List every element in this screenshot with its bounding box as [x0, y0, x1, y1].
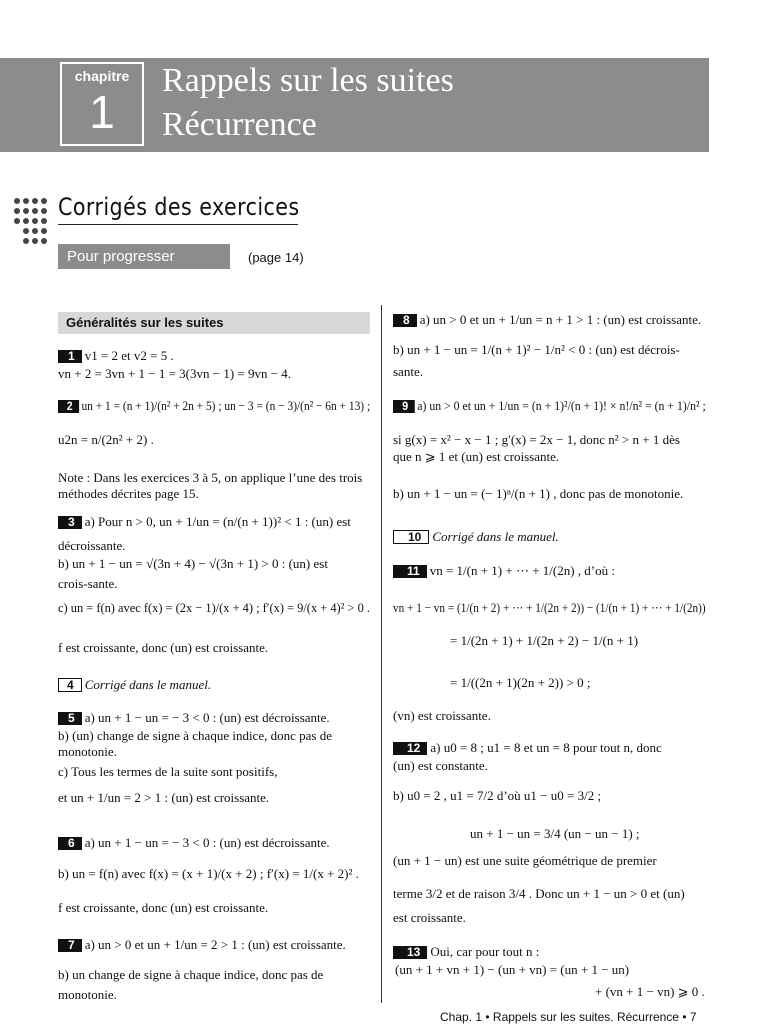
exercise-number-badge: 3 — [58, 516, 82, 529]
exercise-text: u2n = n/(2n² + 2) . — [58, 432, 154, 447]
right-line — [393, 788, 601, 804]
exercise-text: et un + 1/un = 2 > 1 : (un) est croissante. — [58, 790, 270, 805]
exercise-text: b) un + 1 − un = √(3n + 4) − √(3n + 1) > 0 : (un) est — [58, 556, 328, 571]
dot-grid-icon — [14, 198, 48, 252]
left-line — [58, 835, 330, 851]
section-underline — [58, 224, 298, 225]
right-line — [393, 910, 466, 926]
page-reference: (page 14) — [248, 250, 304, 265]
left-line — [58, 348, 174, 364]
exercise-number-badge: 5 — [58, 712, 82, 725]
exercise-text: a) un > 0 et un + 1/un = 2 > 1 : (un) est croissante. — [84, 937, 346, 952]
chapter-box — [60, 62, 144, 146]
right-line — [395, 962, 629, 978]
right-line — [450, 633, 638, 649]
right-line — [393, 432, 680, 448]
page-footer: Chap. 1 • Rappels sur les suites. Récurrence • 7 — [440, 1010, 697, 1024]
chapter-title-line2: Récurrence — [162, 106, 317, 143]
right-line — [470, 826, 640, 842]
right-line — [393, 398, 706, 414]
right-line — [393, 312, 701, 328]
exercise-text: a) un + 1 − un = − 3 < 0 : (un) est décroissante. — [84, 835, 330, 850]
exercise-text: c) un = f(n) avec f(x) = (2x − 1)/(x + 4) ; f′(x) = 9/(x + 4)² > 0 . — [58, 600, 370, 615]
left-line — [58, 710, 330, 726]
exercise-text: un + 1 = (n + 1)/(n² + 2n + 5) ; un − 3 = (n − 3)/(n² − 6n + 13) ; — [81, 398, 371, 413]
exercise-text: Oui, car pour tout n : — [430, 944, 540, 959]
exercise-text: + (vn + 1 − vn) ⩾ 0 . — [595, 984, 705, 999]
right-line — [393, 486, 683, 502]
exercise-text: si g(x) = x² − x − 1 ; g′(x) = 2x − 1, donc n² > n + 1 dès — [393, 432, 680, 447]
right-line — [393, 758, 488, 774]
left-line — [58, 900, 268, 916]
left-line — [58, 366, 291, 382]
chapter-number: 1 — [89, 86, 115, 138]
exercise-text: a) un + 1 − un = − 3 < 0 : (un) est décroissante. — [84, 710, 330, 725]
exercise-number-badge: 2 — [58, 400, 79, 413]
exercise-text: (un) est constante. — [393, 758, 488, 773]
exercise-text: que n ⩾ 1 et (un) est croissante. — [393, 449, 560, 464]
exercise-number-badge: 12 — [393, 742, 427, 755]
exercise-number-badge: 1 — [58, 350, 82, 363]
exercise-text: terme 3/2 et de raison 3/4 . Donc un + 1 − un > 0 et (un) — [393, 886, 685, 901]
exercise-text: a) Pour n > 0, un + 1/un = (n/(n + 1))² < 1 : (un) est — [84, 514, 351, 529]
exercise-number-badge: 9 — [393, 400, 414, 413]
left-line — [58, 432, 154, 448]
section-title: Corrigés des exercices — [58, 193, 300, 221]
exercise-text: a) un > 0 et un + 1/un = (n + 1)²/(n + 1)! × n!/n² = (n + 1)/n² ; — [417, 398, 706, 413]
left-line — [58, 486, 199, 502]
left-line — [58, 937, 346, 953]
exercise-text: monotonie. — [58, 987, 117, 1002]
right-line — [393, 740, 662, 756]
exercise-text: (un + 1 − un) est une suite géométrique de premier — [393, 853, 657, 868]
left-line — [58, 866, 359, 882]
topic-heading: Généralités sur les suites — [58, 312, 370, 334]
right-line — [393, 944, 539, 960]
exercise-text: b) un + 1 − un = 1/(n + 1)² − 1/n² < 0 : (un) est décrois- — [393, 342, 680, 357]
right-line — [393, 449, 559, 465]
left-line — [58, 764, 277, 780]
right-line — [393, 853, 657, 869]
exercise-text: b) un change de signe à chaque indice, donc pas de — [58, 967, 324, 982]
exercise-text: crois-sante. — [58, 576, 118, 591]
exercise-number-badge: 4 — [58, 678, 82, 692]
left-line — [58, 790, 269, 806]
exercise-text: = 1/((2n + 1)(2n + 2)) > 0 ; — [450, 675, 591, 690]
right-line — [450, 675, 591, 691]
chapter-word: chapitre — [74, 68, 130, 84]
right-line — [393, 364, 423, 380]
exercise-text: = 1/(2n + 1) + 1/(2n + 2) − 1/(n + 1) — [450, 633, 639, 648]
exercise-number-badge: 7 — [58, 939, 82, 952]
exercise-text: b) un + 1 − un = (− 1)ⁿ/(n + 1) , donc pas de monotonie. — [393, 486, 684, 501]
right-line — [393, 563, 615, 579]
right-line — [393, 529, 559, 545]
exercise-number-badge: 13 — [393, 946, 427, 959]
right-line — [393, 708, 491, 724]
exercise-number-badge: 11 — [393, 565, 427, 578]
exercise-text: v1 = 2 et v2 = 5 . — [84, 348, 174, 363]
exercise-text: c) Tous les termes de la suite sont positifs, — [58, 764, 278, 779]
left-line — [58, 576, 118, 592]
left-line — [58, 398, 370, 414]
exercise-text: vn = 1/(n + 1) + ⋯ + 1/(2n) , d’où : — [429, 563, 615, 578]
left-line — [58, 967, 323, 983]
chapter-title-line1: Rappels sur les suites — [162, 62, 454, 99]
exercise-text: Note : Dans les exercices 3 à 5, on applique l’une des trois — [58, 470, 363, 485]
left-line — [58, 744, 117, 760]
exercise-text: (vn) est croissante. — [393, 708, 491, 723]
left-line — [58, 987, 117, 1003]
exercise-text: est croissante. — [393, 910, 466, 925]
exercise-text: Corrigé dans le manuel. — [84, 677, 212, 692]
left-line — [58, 514, 351, 530]
exercise-text: a) un > 0 et un + 1/un = n + 1 > 1 : (un) est croissante. — [419, 312, 702, 327]
left-line — [58, 600, 370, 616]
exercise-number-badge: 8 — [393, 314, 417, 327]
exercise-text: a) u0 = 8 ; u1 = 8 et un = 8 pour tout n, donc — [430, 740, 662, 755]
right-line — [393, 600, 706, 616]
exercise-text: sante. — [393, 364, 423, 379]
exercise-text: vn + 1 − vn = (1/(n + 2) + ⋯ + 1/(2n + 2)) − (1/(n + 1) + ⋯ + 1/(2n)) — [393, 600, 706, 615]
exercise-text: Corrigé dans le manuel. — [432, 529, 559, 544]
exercise-text: méthodes décrites page 15. — [58, 486, 199, 501]
left-line — [58, 470, 362, 486]
left-line — [58, 677, 211, 693]
exercise-text: décroissante. — [58, 538, 126, 553]
exercise-text: b) un = f(n) avec f(x) = (x + 1)/(x + 2) ; f′(x) = 1/(x + 2)² . — [58, 866, 359, 881]
exercise-text: b) u0 = 2 , u1 = 7/2 d’où u1 − u0 = 3/2 ; — [393, 788, 602, 803]
left-line — [58, 640, 268, 656]
left-line — [58, 728, 332, 744]
exercise-number-badge: 6 — [58, 837, 82, 850]
right-line — [393, 886, 685, 902]
right-line — [595, 984, 705, 1000]
exercise-text: monotonie. — [58, 744, 117, 759]
subsection-label: Pour progresser — [58, 244, 230, 269]
column-divider — [381, 305, 382, 1003]
exercise-text: vn + 2 = 3vn + 1 − 1 = 3(3vn − 1) = 9vn − 4. — [58, 366, 292, 381]
left-line — [58, 538, 126, 554]
exercise-number-badge: 10 — [393, 530, 429, 544]
right-line — [393, 342, 680, 358]
exercise-text: b) (un) change de signe à chaque indice, donc pas de — [58, 728, 332, 743]
exercise-text: f est croissante, donc (un) est croissante. — [58, 900, 269, 915]
left-line — [58, 556, 328, 572]
exercise-text: un + 1 − un = 3/4 (un − un − 1) ; — [470, 826, 640, 841]
exercise-text: f est croissante, donc (un) est croissante. — [58, 640, 269, 655]
exercise-text: (un + 1 + vn + 1) − (un + vn) = (un + 1 − un) — [395, 962, 630, 977]
